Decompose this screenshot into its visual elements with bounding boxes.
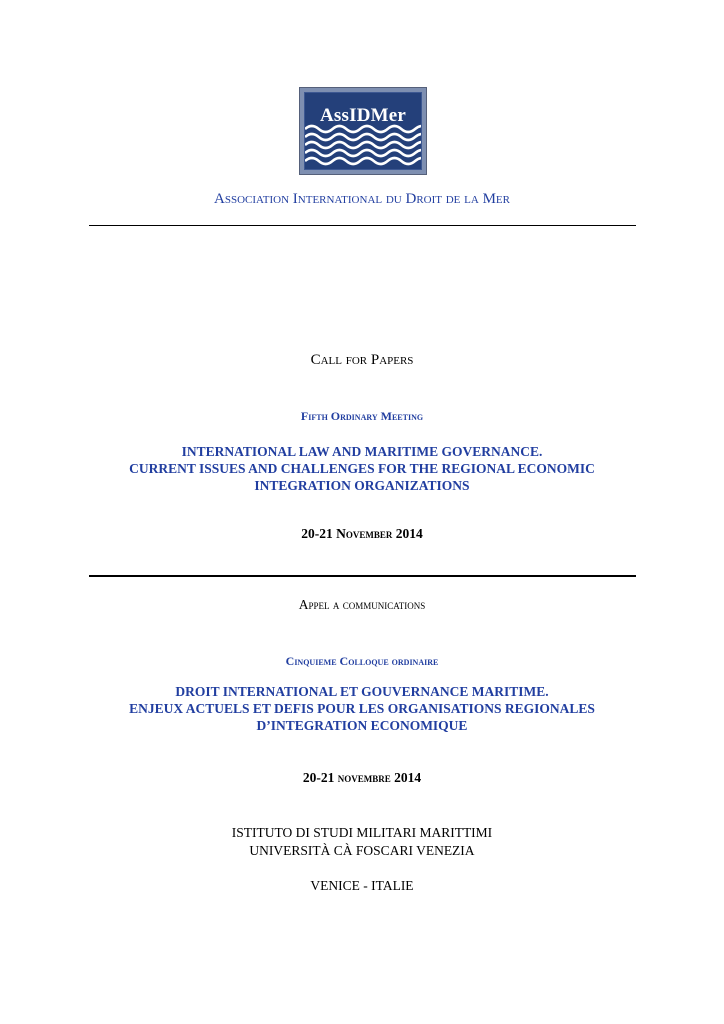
assidmer-logo (299, 87, 427, 175)
french-title-line: ENJEUX ACTUELS ET DEFIS POUR LES ORGANISATIONS REGIONALES (129, 701, 595, 716)
english-title-line: INTEGRATION ORGANIZATIONS (254, 478, 470, 493)
english-title (0, 443, 724, 494)
english-title-line: CURRENT ISSUES AND CHALLENGES FOR THE REGIONAL ECONOMIC (129, 461, 595, 476)
header-divider (89, 225, 636, 226)
venue-institution (0, 824, 724, 860)
appel-heading: Appel a communications (298, 597, 426, 612)
venue-city: VENICE - ITALIE (310, 878, 414, 893)
french-title-line: D’INTEGRATION ECONOMIQUE (256, 718, 468, 733)
logo-field (304, 92, 422, 170)
logo-text: AssIDMer (319, 105, 407, 126)
cinquieme-colloque-label: Cinquieme Colloque ordinaire (285, 654, 439, 668)
french-date: 20-21 novembre 2014 (302, 770, 422, 785)
venue-line: ISTITUTO DI STUDI MILITARI MARITTIMI (231, 825, 493, 840)
french-title (0, 683, 724, 734)
association-name: Association International du Droit de la Mer (214, 191, 510, 207)
english-title-line: INTERNATIONAL LAW AND MARITIME GOVERNANCE. (181, 444, 543, 459)
french-title-line: DROIT INTERNATIONAL ET GOUVERNANCE MARITIME. (175, 684, 549, 699)
section-divider (89, 575, 636, 577)
call-for-papers-heading: Call for Papers (310, 352, 414, 368)
english-date: 20-21 November 2014 (301, 526, 423, 541)
waves-icon (305, 123, 421, 170)
venue-line: UNIVERSITÀ CÀ FOSCARI VENEZIA (249, 843, 475, 858)
fifth-meeting-label: Fifth Ordinary Meeting (300, 409, 424, 423)
